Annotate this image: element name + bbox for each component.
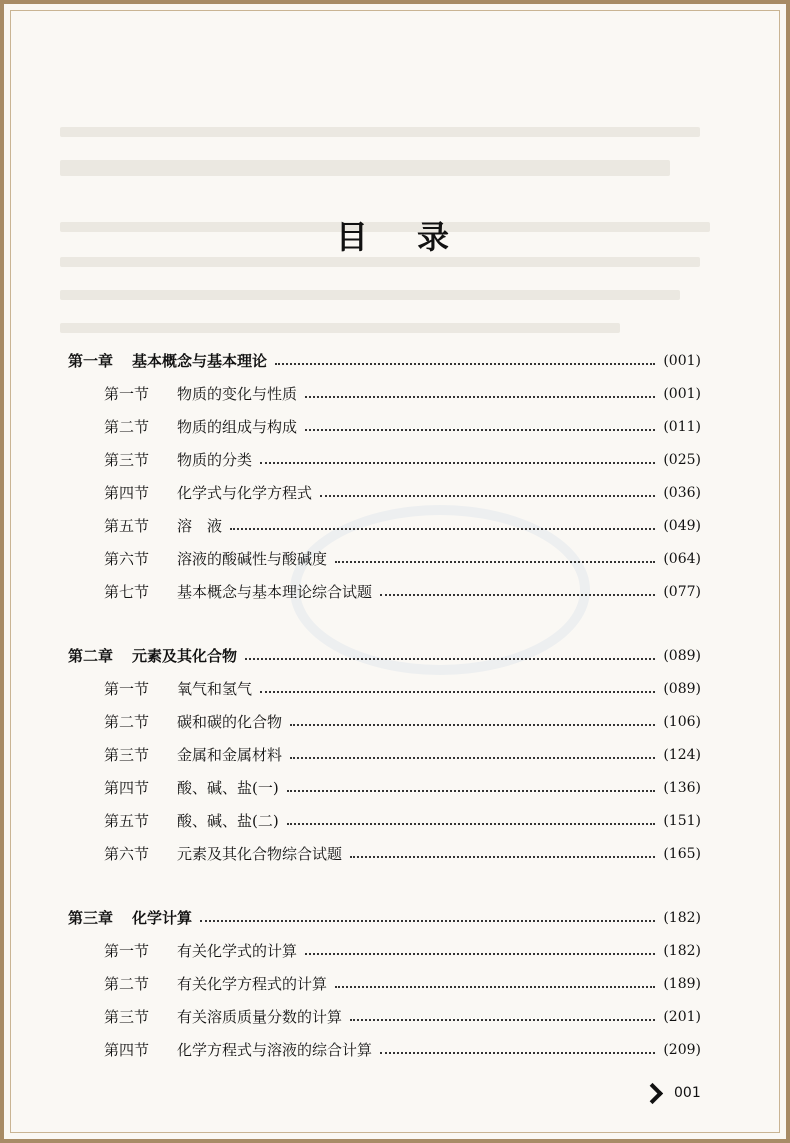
page-ref: (136) bbox=[663, 780, 701, 796]
dot-leader bbox=[245, 658, 655, 660]
section-number: 第六节 bbox=[104, 845, 150, 863]
section-number: 第四节 bbox=[104, 484, 150, 502]
page-ref: (182) bbox=[663, 910, 701, 926]
dot-leader bbox=[305, 396, 655, 398]
section-title: 氧气和氢气 bbox=[177, 680, 253, 698]
table-of-contents bbox=[68, 345, 701, 1098]
toc-chapter-row[interactable] bbox=[68, 640, 701, 673]
dot-leader bbox=[290, 757, 655, 759]
toc-section-row[interactable] bbox=[68, 543, 701, 576]
section-number: 第二节 bbox=[104, 975, 150, 993]
dot-leader bbox=[335, 561, 655, 563]
title-char-2: 录 bbox=[417, 218, 455, 256]
page-ref: (001) bbox=[663, 353, 701, 369]
toc-section-row[interactable] bbox=[68, 477, 701, 510]
page-ref: (182) bbox=[663, 943, 701, 959]
page-ref: (189) bbox=[663, 976, 701, 992]
section-number: 第一节 bbox=[104, 385, 150, 403]
page-ref: (025) bbox=[663, 452, 701, 468]
page-ref: (089) bbox=[663, 681, 701, 697]
toc-section-row[interactable] bbox=[68, 378, 701, 411]
section-title: 有关溶质质量分数的计算 bbox=[177, 1008, 343, 1026]
dot-leader bbox=[260, 462, 655, 464]
dot-leader bbox=[287, 823, 656, 825]
dot-leader bbox=[305, 953, 655, 955]
chapter-number: 第三章 bbox=[68, 909, 114, 927]
chapter-title: 元素及其化合物 bbox=[132, 647, 238, 665]
page-ref: (209) bbox=[663, 1042, 701, 1058]
dot-leader bbox=[320, 495, 655, 497]
show-through-line bbox=[60, 290, 680, 300]
page-ref: (077) bbox=[663, 584, 701, 600]
section-number: 第二节 bbox=[104, 418, 150, 436]
dot-leader bbox=[200, 920, 655, 922]
section-title: 有关化学方程式的计算 bbox=[177, 975, 328, 993]
page-ref: (201) bbox=[663, 1009, 701, 1025]
section-number: 第三节 bbox=[104, 451, 150, 469]
chapter-number: 第二章 bbox=[68, 647, 114, 665]
chapter-block-1 bbox=[68, 345, 701, 609]
page-ref: (049) bbox=[663, 518, 701, 534]
section-number: 第六节 bbox=[104, 550, 150, 568]
page-footer bbox=[645, 1085, 701, 1101]
section-title: 元素及其化合物综合试题 bbox=[177, 845, 343, 863]
show-through-line bbox=[60, 127, 700, 137]
toc-section-row[interactable] bbox=[68, 1001, 701, 1034]
section-title: 溶液的酸碱性与酸碱度 bbox=[177, 550, 328, 568]
chapter-block-2 bbox=[68, 640, 701, 871]
page-ref: (001) bbox=[663, 386, 701, 402]
toc-section-row[interactable] bbox=[68, 576, 701, 609]
section-number: 第五节 bbox=[104, 517, 150, 535]
dot-leader bbox=[287, 790, 656, 792]
section-title: 化学式与化学方程式 bbox=[177, 484, 313, 502]
dot-leader bbox=[335, 986, 655, 988]
section-title: 物质的组成与构成 bbox=[177, 418, 298, 436]
chapter-number: 第一章 bbox=[68, 352, 114, 370]
section-number: 第五节 bbox=[104, 812, 150, 830]
chapter-block-3 bbox=[68, 902, 701, 1067]
dot-leader bbox=[380, 1052, 655, 1054]
show-through-line bbox=[60, 257, 700, 267]
toc-section-row[interactable] bbox=[68, 510, 701, 543]
toc-section-row[interactable] bbox=[68, 706, 701, 739]
page-ref: (106) bbox=[663, 714, 701, 730]
toc-section-row[interactable] bbox=[68, 772, 701, 805]
toc-section-row[interactable] bbox=[68, 444, 701, 477]
dot-leader bbox=[290, 724, 655, 726]
page-ref: (089) bbox=[663, 648, 701, 664]
section-number: 第四节 bbox=[104, 1041, 150, 1059]
section-title: 物质的变化与性质 bbox=[177, 385, 298, 403]
section-title: 酸、碱、盐(二) bbox=[177, 812, 279, 830]
page-ref: (151) bbox=[663, 813, 701, 829]
section-title: 溶 液 bbox=[177, 517, 223, 535]
chapter-title: 基本概念与基本理论 bbox=[132, 352, 268, 370]
section-title: 基本概念与基本理论综合试题 bbox=[177, 583, 373, 601]
toc-section-row[interactable] bbox=[68, 739, 701, 772]
toc-section-row[interactable] bbox=[68, 838, 701, 871]
section-number: 第四节 bbox=[104, 779, 150, 797]
toc-section-row[interactable] bbox=[68, 673, 701, 706]
toc-section-row[interactable] bbox=[68, 411, 701, 444]
title-char-1: 目 bbox=[335, 218, 373, 256]
section-title: 碳和碳的化合物 bbox=[177, 713, 283, 731]
toc-section-row[interactable] bbox=[68, 968, 701, 1001]
section-title: 物质的分类 bbox=[177, 451, 253, 469]
page-ref: (124) bbox=[663, 747, 701, 763]
page-number: 001 bbox=[674, 1085, 701, 1101]
page-title bbox=[0, 212, 790, 258]
dot-leader bbox=[260, 691, 655, 693]
section-number: 第一节 bbox=[104, 680, 150, 698]
show-through-line bbox=[60, 160, 670, 176]
section-title: 有关化学式的计算 bbox=[177, 942, 298, 960]
dot-leader bbox=[380, 594, 655, 596]
section-number: 第三节 bbox=[104, 1008, 150, 1026]
section-title: 化学方程式与溶液的综合计算 bbox=[177, 1041, 373, 1059]
toc-chapter-row[interactable] bbox=[68, 345, 701, 378]
dot-leader bbox=[230, 528, 655, 530]
section-title: 酸、碱、盐(一) bbox=[177, 779, 279, 797]
page-ref: (064) bbox=[663, 551, 701, 567]
toc-chapter-row[interactable] bbox=[68, 902, 701, 935]
page-ref: (165) bbox=[663, 846, 701, 862]
page-ref: (011) bbox=[663, 419, 701, 435]
page-ref: (036) bbox=[663, 485, 701, 501]
dot-leader bbox=[305, 429, 655, 431]
chevron-right-icon bbox=[642, 1082, 663, 1103]
section-title: 金属和金属材料 bbox=[177, 746, 283, 764]
toc-section-row[interactable] bbox=[68, 1034, 701, 1067]
dot-leader bbox=[275, 363, 655, 365]
show-through-line bbox=[60, 323, 620, 333]
section-number: 第七节 bbox=[104, 583, 150, 601]
toc-section-row[interactable] bbox=[68, 935, 701, 968]
dot-leader bbox=[350, 856, 655, 858]
toc-section-row[interactable] bbox=[68, 805, 701, 838]
chapter-title: 化学计算 bbox=[132, 909, 193, 927]
section-number: 第二节 bbox=[104, 713, 150, 731]
section-number: 第一节 bbox=[104, 942, 150, 960]
section-number: 第三节 bbox=[104, 746, 150, 764]
dot-leader bbox=[350, 1019, 655, 1021]
